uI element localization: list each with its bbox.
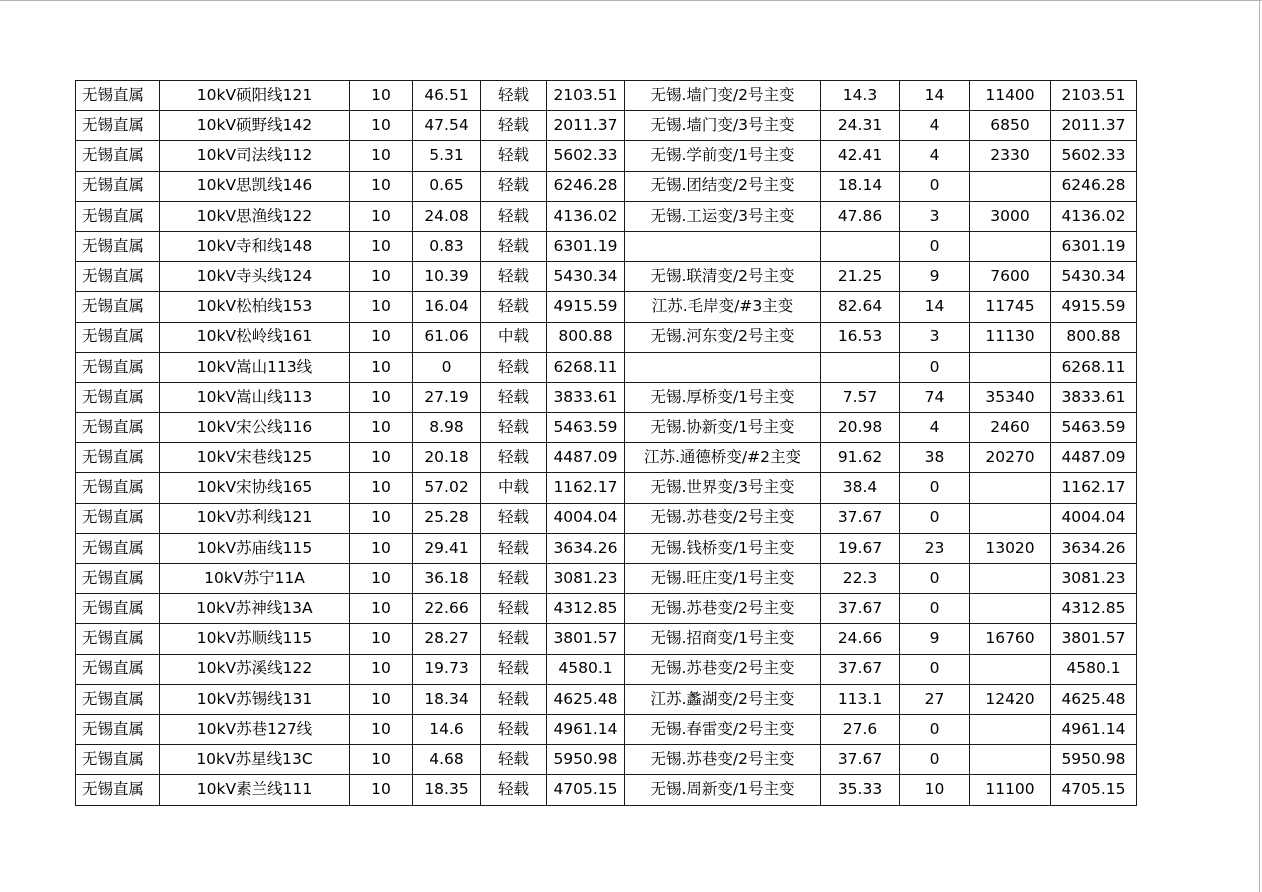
voltage-cell: 10 (350, 201, 413, 231)
transformer-cell: 无锡.团结变/2号主变 (625, 171, 821, 201)
table-row (76, 262, 1137, 292)
load-status-cell: 轻载 (481, 714, 547, 744)
load-rate-cell: 61.06 (413, 322, 481, 352)
margin-capacity-cell: 4487.09 (1051, 443, 1137, 473)
transformer-load-cell (821, 231, 900, 261)
load-status-cell: 轻载 (481, 503, 547, 533)
count-cell: 4 (900, 413, 970, 443)
margin-capacity-cell: 800.88 (1051, 322, 1137, 352)
capacity-cell: 3833.61 (547, 382, 625, 412)
voltage-cell: 10 (350, 111, 413, 141)
voltage-cell: 10 (350, 533, 413, 563)
transformer-cell: 江苏.毛岸变/#3主变 (625, 292, 821, 322)
load-rate-cell: 14.6 (413, 714, 481, 744)
feeder-name-cell: 10kV司法线112 (160, 141, 350, 171)
transformer-cell: 无锡.世界变/3号主变 (625, 473, 821, 503)
feeder-name-cell: 10kV硕野线142 (160, 111, 350, 141)
installed-capacity-cell (970, 473, 1051, 503)
feeder-name-cell: 10kV宋公线116 (160, 413, 350, 443)
voltage-cell: 10 (350, 745, 413, 775)
voltage-cell: 10 (350, 684, 413, 714)
transformer-load-cell: 35.33 (821, 775, 900, 805)
org-cell: 无锡直属 (76, 352, 160, 382)
transformer-cell: 无锡.学前变/1号主变 (625, 141, 821, 171)
load-rate-cell: 19.73 (413, 654, 481, 684)
load-rate-cell: 57.02 (413, 473, 481, 503)
load-status-cell: 轻载 (481, 231, 547, 261)
installed-capacity-cell (970, 171, 1051, 201)
load-status-cell: 轻载 (481, 262, 547, 292)
table-row (76, 684, 1137, 714)
margin-capacity-cell: 2103.51 (1051, 81, 1137, 111)
capacity-cell: 800.88 (547, 322, 625, 352)
capacity-cell: 4136.02 (547, 201, 625, 231)
feeder-load-table (75, 80, 1137, 806)
feeder-name-cell: 10kV苏庙线115 (160, 533, 350, 563)
table-row (76, 745, 1137, 775)
feeder-name-cell: 10kV宋协线165 (160, 473, 350, 503)
load-status-cell: 轻载 (481, 292, 547, 322)
margin-capacity-cell: 4004.04 (1051, 503, 1137, 533)
table-row (76, 443, 1137, 473)
transformer-cell: 无锡.墙门变/3号主变 (625, 111, 821, 141)
transformer-load-cell: 91.62 (821, 443, 900, 473)
margin-capacity-cell: 3081.23 (1051, 564, 1137, 594)
installed-capacity-cell: 2460 (970, 413, 1051, 443)
table-row (76, 775, 1137, 805)
count-cell: 27 (900, 684, 970, 714)
transformer-cell (625, 231, 821, 261)
feeder-name-cell: 10kV苏神线13A (160, 594, 350, 624)
load-rate-cell: 0 (413, 352, 481, 382)
count-cell: 4 (900, 141, 970, 171)
table-row (76, 473, 1137, 503)
table-row (76, 564, 1137, 594)
voltage-cell: 10 (350, 171, 413, 201)
feeder-name-cell: 10kV苏利线121 (160, 503, 350, 533)
capacity-cell: 1162.17 (547, 473, 625, 503)
count-cell: 3 (900, 201, 970, 231)
load-status-cell: 轻载 (481, 141, 547, 171)
count-cell: 0 (900, 594, 970, 624)
org-cell: 无锡直属 (76, 624, 160, 654)
transformer-load-cell: 37.67 (821, 745, 900, 775)
count-cell: 23 (900, 533, 970, 563)
count-cell: 3 (900, 322, 970, 352)
margin-capacity-cell: 5602.33 (1051, 141, 1137, 171)
installed-capacity-cell: 6850 (970, 111, 1051, 141)
margin-capacity-cell: 5430.34 (1051, 262, 1137, 292)
voltage-cell: 10 (350, 443, 413, 473)
feeder-name-cell: 10kV苏星线13C (160, 745, 350, 775)
installed-capacity-cell: 11400 (970, 81, 1051, 111)
load-rate-cell: 29.41 (413, 533, 481, 563)
installed-capacity-cell (970, 231, 1051, 261)
installed-capacity-cell: 11130 (970, 322, 1051, 352)
transformer-cell: 无锡.招商变/1号主变 (625, 624, 821, 654)
load-rate-cell: 25.28 (413, 503, 481, 533)
load-rate-cell: 18.35 (413, 775, 481, 805)
transformer-load-cell: 38.4 (821, 473, 900, 503)
transformer-load-cell: 37.67 (821, 654, 900, 684)
installed-capacity-cell (970, 714, 1051, 744)
margin-capacity-cell: 6246.28 (1051, 171, 1137, 201)
transformer-load-cell: 20.98 (821, 413, 900, 443)
transformer-load-cell: 24.66 (821, 624, 900, 654)
load-rate-cell: 28.27 (413, 624, 481, 654)
count-cell: 9 (900, 262, 970, 292)
load-status-cell: 轻载 (481, 413, 547, 443)
table-row (76, 201, 1137, 231)
margin-capacity-cell: 4961.14 (1051, 714, 1137, 744)
installed-capacity-cell: 11100 (970, 775, 1051, 805)
capacity-cell: 3634.26 (547, 533, 625, 563)
margin-capacity-cell: 1162.17 (1051, 473, 1137, 503)
transformer-cell: 无锡.旺庄变/1号主变 (625, 564, 821, 594)
margin-capacity-cell: 4312.85 (1051, 594, 1137, 624)
installed-capacity-cell: 7600 (970, 262, 1051, 292)
installed-capacity-cell: 3000 (970, 201, 1051, 231)
transformer-cell: 无锡.河东变/2号主变 (625, 322, 821, 352)
voltage-cell: 10 (350, 654, 413, 684)
table-body (76, 81, 1137, 806)
capacity-cell: 2103.51 (547, 81, 625, 111)
org-cell: 无锡直属 (76, 473, 160, 503)
load-status-cell: 轻载 (481, 171, 547, 201)
table-row (76, 624, 1137, 654)
capacity-cell: 4961.14 (547, 714, 625, 744)
load-rate-cell: 22.66 (413, 594, 481, 624)
load-status-cell: 轻载 (481, 564, 547, 594)
load-rate-cell: 46.51 (413, 81, 481, 111)
transformer-load-cell: 37.67 (821, 594, 900, 624)
voltage-cell: 10 (350, 503, 413, 533)
transformer-cell: 江苏.通德桥变/#2主变 (625, 443, 821, 473)
capacity-cell: 4004.04 (547, 503, 625, 533)
load-status-cell: 轻载 (481, 352, 547, 382)
installed-capacity-cell (970, 503, 1051, 533)
count-cell: 0 (900, 171, 970, 201)
load-status-cell: 中载 (481, 322, 547, 352)
org-cell: 无锡直属 (76, 684, 160, 714)
transformer-load-cell: 19.67 (821, 533, 900, 563)
table-row (76, 503, 1137, 533)
feeder-name-cell: 10kV苏宁11A (160, 564, 350, 594)
transformer-cell: 江苏.蠡湖变/2号主变 (625, 684, 821, 714)
capacity-cell: 6268.11 (547, 352, 625, 382)
load-status-cell: 轻载 (481, 382, 547, 412)
org-cell: 无锡直属 (76, 201, 160, 231)
transformer-cell: 无锡.苏巷变/2号主变 (625, 654, 821, 684)
capacity-cell: 6246.28 (547, 171, 625, 201)
table-row (76, 382, 1137, 412)
table-row (76, 231, 1137, 261)
capacity-cell: 4915.59 (547, 292, 625, 322)
installed-capacity-cell (970, 564, 1051, 594)
installed-capacity-cell (970, 745, 1051, 775)
feeder-name-cell: 10kV宋巷线125 (160, 443, 350, 473)
transformer-cell: 无锡.联清变/2号主变 (625, 262, 821, 292)
load-status-cell: 轻载 (481, 624, 547, 654)
transformer-load-cell: 7.57 (821, 382, 900, 412)
org-cell: 无锡直属 (76, 503, 160, 533)
transformer-cell: 无锡.苏巷变/2号主变 (625, 503, 821, 533)
margin-capacity-cell: 4705.15 (1051, 775, 1137, 805)
org-cell: 无锡直属 (76, 141, 160, 171)
voltage-cell: 10 (350, 382, 413, 412)
org-cell: 无锡直属 (76, 81, 160, 111)
capacity-cell: 4705.15 (547, 775, 625, 805)
count-cell: 0 (900, 231, 970, 261)
capacity-cell: 4312.85 (547, 594, 625, 624)
feeder-name-cell: 10kV寺和线148 (160, 231, 350, 261)
transformer-cell (625, 352, 821, 382)
load-status-cell: 轻载 (481, 111, 547, 141)
count-cell: 38 (900, 443, 970, 473)
count-cell: 14 (900, 292, 970, 322)
voltage-cell: 10 (350, 141, 413, 171)
installed-capacity-cell: 11745 (970, 292, 1051, 322)
feeder-name-cell: 10kV苏溪线122 (160, 654, 350, 684)
margin-capacity-cell: 3634.26 (1051, 533, 1137, 563)
load-rate-cell: 16.04 (413, 292, 481, 322)
transformer-load-cell: 21.25 (821, 262, 900, 292)
margin-capacity-cell: 6268.11 (1051, 352, 1137, 382)
load-status-cell: 轻载 (481, 684, 547, 714)
transformer-cell: 无锡.厚桥变/1号主变 (625, 382, 821, 412)
capacity-cell: 5430.34 (547, 262, 625, 292)
capacity-cell: 5463.59 (547, 413, 625, 443)
voltage-cell: 10 (350, 292, 413, 322)
capacity-cell: 5950.98 (547, 745, 625, 775)
org-cell: 无锡直属 (76, 564, 160, 594)
table-row (76, 413, 1137, 443)
margin-capacity-cell: 4625.48 (1051, 684, 1137, 714)
org-cell: 无锡直属 (76, 231, 160, 261)
org-cell: 无锡直属 (76, 262, 160, 292)
capacity-cell: 5602.33 (547, 141, 625, 171)
count-cell: 0 (900, 714, 970, 744)
margin-capacity-cell: 3801.57 (1051, 624, 1137, 654)
voltage-cell: 10 (350, 564, 413, 594)
transformer-cell: 无锡.墙门变/2号主变 (625, 81, 821, 111)
feeder-name-cell: 10kV思凯线146 (160, 171, 350, 201)
table-row (76, 594, 1137, 624)
voltage-cell: 10 (350, 714, 413, 744)
feeder-name-cell: 10kV素兰线111 (160, 775, 350, 805)
org-cell: 无锡直属 (76, 654, 160, 684)
installed-capacity-cell (970, 654, 1051, 684)
org-cell: 无锡直属 (76, 745, 160, 775)
load-rate-cell: 18.34 (413, 684, 481, 714)
load-rate-cell: 5.31 (413, 141, 481, 171)
feeder-name-cell: 10kV苏巷127线 (160, 714, 350, 744)
voltage-cell: 10 (350, 262, 413, 292)
capacity-cell: 3081.23 (547, 564, 625, 594)
margin-capacity-cell: 3833.61 (1051, 382, 1137, 412)
org-cell: 无锡直属 (76, 171, 160, 201)
capacity-cell: 4487.09 (547, 443, 625, 473)
load-rate-cell: 8.98 (413, 413, 481, 443)
margin-capacity-cell: 2011.37 (1051, 111, 1137, 141)
load-status-cell: 轻载 (481, 775, 547, 805)
transformer-load-cell: 113.1 (821, 684, 900, 714)
transformer-cell: 无锡.周新变/1号主变 (625, 775, 821, 805)
capacity-cell: 3801.57 (547, 624, 625, 654)
table-row (76, 111, 1137, 141)
installed-capacity-cell: 12420 (970, 684, 1051, 714)
count-cell: 0 (900, 352, 970, 382)
margin-capacity-cell: 5463.59 (1051, 413, 1137, 443)
transformer-cell: 无锡.春雷变/2号主变 (625, 714, 821, 744)
transformer-load-cell: 16.53 (821, 322, 900, 352)
transformer-cell: 无锡.钱桥变/1号主变 (625, 533, 821, 563)
load-rate-cell: 10.39 (413, 262, 481, 292)
page-right-border (1259, 0, 1260, 892)
transformer-load-cell: 27.6 (821, 714, 900, 744)
table-row (76, 292, 1137, 322)
installed-capacity-cell: 2330 (970, 141, 1051, 171)
table-row (76, 714, 1137, 744)
voltage-cell: 10 (350, 322, 413, 352)
capacity-cell: 2011.37 (547, 111, 625, 141)
count-cell: 0 (900, 503, 970, 533)
org-cell: 无锡直属 (76, 594, 160, 624)
transformer-load-cell: 24.31 (821, 111, 900, 141)
transformer-cell: 无锡.苏巷变/2号主变 (625, 594, 821, 624)
transformer-load-cell (821, 352, 900, 382)
load-status-cell: 轻载 (481, 594, 547, 624)
voltage-cell: 10 (350, 624, 413, 654)
installed-capacity-cell: 20270 (970, 443, 1051, 473)
voltage-cell: 10 (350, 413, 413, 443)
table-row (76, 322, 1137, 352)
transformer-cell: 无锡.工运变/3号主变 (625, 201, 821, 231)
load-status-cell: 轻载 (481, 533, 547, 563)
feeder-name-cell: 10kV思渔线122 (160, 201, 350, 231)
voltage-cell: 10 (350, 775, 413, 805)
table-row (76, 81, 1137, 111)
load-rate-cell: 47.54 (413, 111, 481, 141)
capacity-cell: 4580.1 (547, 654, 625, 684)
transformer-cell: 无锡.协新变/1号主变 (625, 413, 821, 443)
voltage-cell: 10 (350, 594, 413, 624)
installed-capacity-cell: 16760 (970, 624, 1051, 654)
feeder-name-cell: 10kV寺头线124 (160, 262, 350, 292)
table-row (76, 654, 1137, 684)
load-status-cell: 轻载 (481, 654, 547, 684)
load-rate-cell: 27.19 (413, 382, 481, 412)
transformer-cell: 无锡.苏巷变/2号主变 (625, 745, 821, 775)
transformer-load-cell: 14.3 (821, 81, 900, 111)
load-status-cell: 中载 (481, 473, 547, 503)
margin-capacity-cell: 6301.19 (1051, 231, 1137, 261)
transformer-load-cell: 22.3 (821, 564, 900, 594)
load-rate-cell: 20.18 (413, 443, 481, 473)
load-status-cell: 轻载 (481, 81, 547, 111)
load-rate-cell: 36.18 (413, 564, 481, 594)
transformer-load-cell: 47.86 (821, 201, 900, 231)
margin-capacity-cell: 4915.59 (1051, 292, 1137, 322)
count-cell: 10 (900, 775, 970, 805)
org-cell: 无锡直属 (76, 443, 160, 473)
margin-capacity-cell: 5950.98 (1051, 745, 1137, 775)
feeder-name-cell: 10kV松柏线153 (160, 292, 350, 322)
voltage-cell: 10 (350, 352, 413, 382)
installed-capacity-cell (970, 594, 1051, 624)
count-cell: 0 (900, 745, 970, 775)
load-rate-cell: 4.68 (413, 745, 481, 775)
org-cell: 无锡直属 (76, 775, 160, 805)
table-row (76, 141, 1137, 171)
transformer-load-cell: 18.14 (821, 171, 900, 201)
count-cell: 14 (900, 81, 970, 111)
count-cell: 9 (900, 624, 970, 654)
table-row (76, 171, 1137, 201)
voltage-cell: 10 (350, 473, 413, 503)
load-status-cell: 轻载 (481, 201, 547, 231)
load-status-cell: 轻载 (481, 745, 547, 775)
feeder-name-cell: 10kV苏锡线131 (160, 684, 350, 714)
load-rate-cell: 0.83 (413, 231, 481, 261)
count-cell: 0 (900, 564, 970, 594)
table-row (76, 352, 1137, 382)
transformer-load-cell: 37.67 (821, 503, 900, 533)
org-cell: 无锡直属 (76, 413, 160, 443)
feeder-name-cell: 10kV松岭线161 (160, 322, 350, 352)
count-cell: 74 (900, 382, 970, 412)
margin-capacity-cell: 4136.02 (1051, 201, 1137, 231)
capacity-cell: 6301.19 (547, 231, 625, 261)
feeder-name-cell: 10kV苏顺线115 (160, 624, 350, 654)
count-cell: 4 (900, 111, 970, 141)
capacity-cell: 4625.48 (547, 684, 625, 714)
org-cell: 无锡直属 (76, 714, 160, 744)
installed-capacity-cell: 13020 (970, 533, 1051, 563)
count-cell: 0 (900, 473, 970, 503)
transformer-load-cell: 42.41 (821, 141, 900, 171)
load-rate-cell: 24.08 (413, 201, 481, 231)
org-cell: 无锡直属 (76, 292, 160, 322)
count-cell: 0 (900, 654, 970, 684)
installed-capacity-cell: 35340 (970, 382, 1051, 412)
org-cell: 无锡直属 (76, 322, 160, 352)
org-cell: 无锡直属 (76, 111, 160, 141)
voltage-cell: 10 (350, 231, 413, 261)
margin-capacity-cell: 4580.1 (1051, 654, 1137, 684)
feeder-name-cell: 10kV嵩山线113 (160, 382, 350, 412)
feeder-name-cell: 10kV硕阳线121 (160, 81, 350, 111)
load-rate-cell: 0.65 (413, 171, 481, 201)
load-status-cell: 轻载 (481, 443, 547, 473)
voltage-cell: 10 (350, 81, 413, 111)
feeder-name-cell: 10kV嵩山113线 (160, 352, 350, 382)
table-row (76, 533, 1137, 563)
installed-capacity-cell (970, 352, 1051, 382)
page-top-border (0, 0, 1262, 1)
org-cell: 无锡直属 (76, 382, 160, 412)
org-cell: 无锡直属 (76, 533, 160, 563)
transformer-load-cell: 82.64 (821, 292, 900, 322)
